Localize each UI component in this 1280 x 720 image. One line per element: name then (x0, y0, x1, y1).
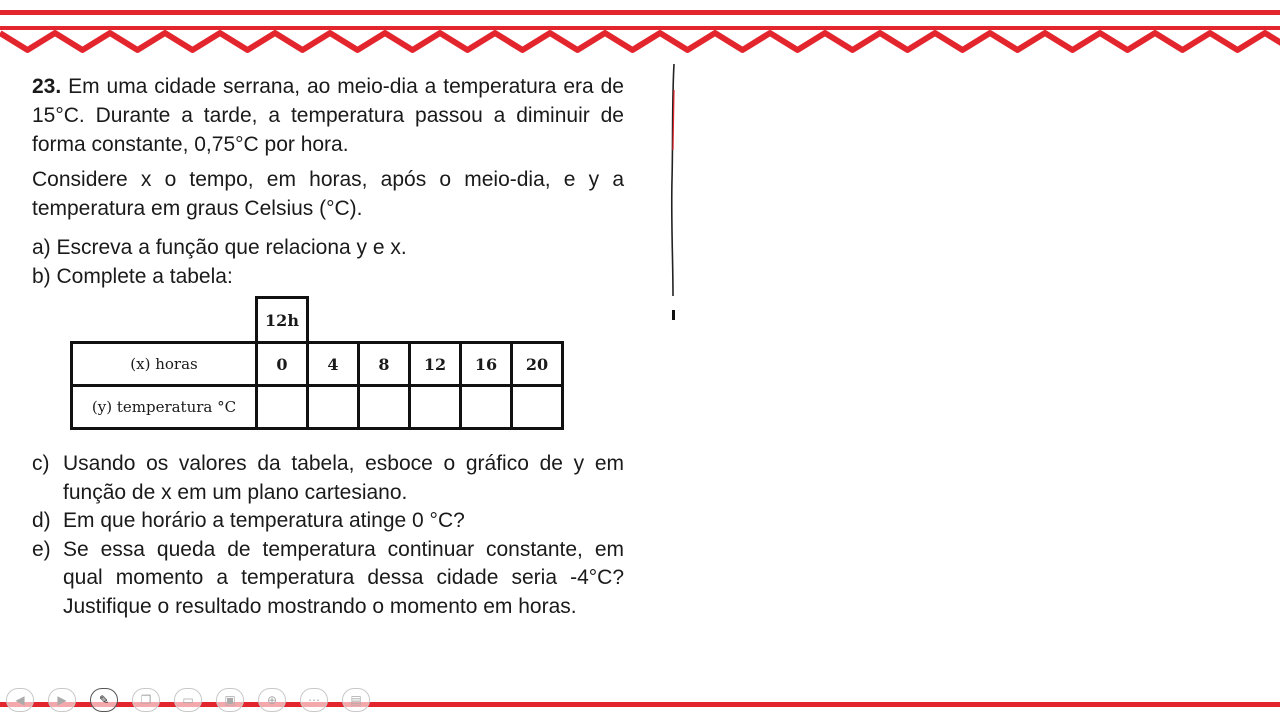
table-cell-x: 16 (461, 343, 512, 386)
part-text: Usando os valores da tabela, esboce o gráfico de y em função de x em um plano cartesiano. (63, 452, 624, 504)
table-row-x-label: (x) horas (72, 343, 257, 386)
previous-icon[interactable]: ◀ (6, 688, 34, 712)
part-b: b) Complete a tabela: (32, 265, 233, 288)
question-context: Considere x o tempo, em horas, após o meio-dia, e y a temperatura em graus Celsius (°C). (32, 168, 624, 220)
part-text: Se essa queda de temperatura continuar constante, em qual momento a temperatura dessa cidade seria -4°C? Justifique o resultado mostrando o momento em horas. (63, 537, 624, 618)
question-parts (32, 450, 624, 622)
pen-stroke (664, 60, 684, 325)
slides-icon[interactable]: ▤ (342, 688, 370, 712)
table-cell-y-empty[interactable] (359, 386, 410, 429)
part-c (32, 450, 624, 507)
question-intro (32, 72, 624, 159)
copy-icon[interactable]: ❐ (132, 688, 160, 712)
screen-icon[interactable]: ▭ (174, 688, 202, 712)
more-icon[interactable]: ⋯ (300, 688, 328, 712)
table-cell-y-empty[interactable] (410, 386, 461, 429)
part-letter: c) (32, 452, 50, 475)
zoom-icon[interactable]: ⊕ (258, 688, 286, 712)
table-cell-y-empty[interactable] (512, 386, 563, 429)
question-intro-text: Em uma cidade serrana, ao meio-dia a temperatura era de 15°C. Durante a tarde, a temperatura passou a diminuir de forma constante, 0,75°C por hora. (32, 75, 624, 156)
part-text: Em que horário a temperatura atinge 0 °C? (63, 509, 465, 533)
table-row-y-label: (y) temperatura °C (72, 386, 257, 429)
part-d (32, 507, 624, 536)
top-border-decoration (0, 0, 1280, 60)
table-cell-y-empty[interactable] (257, 386, 308, 429)
question-number: 23. (32, 75, 62, 98)
part-letter: d) (32, 509, 51, 533)
next-icon[interactable]: ▶ (48, 688, 76, 712)
part-e (32, 536, 624, 622)
video-icon[interactable]: ▣ (216, 688, 244, 712)
table-cell-x: 20 (512, 343, 563, 386)
question-block (32, 72, 624, 291)
table-cell-x: 0 (257, 343, 308, 386)
table-header-12h: 12h (257, 298, 308, 343)
table-cell-x: 12 (410, 343, 461, 386)
part-a: a) Escreva a função que relaciona y e x. (32, 236, 407, 259)
part-letter: e) (32, 537, 51, 561)
presentation-toolbar (6, 688, 370, 712)
table-cell-y-empty[interactable] (308, 386, 359, 429)
table-cell-y-empty[interactable] (461, 386, 512, 429)
table-cell-x: 8 (359, 343, 410, 386)
pen-icon[interactable]: ✎ (90, 688, 118, 712)
values-table (70, 296, 564, 430)
table-cell-x: 4 (308, 343, 359, 386)
